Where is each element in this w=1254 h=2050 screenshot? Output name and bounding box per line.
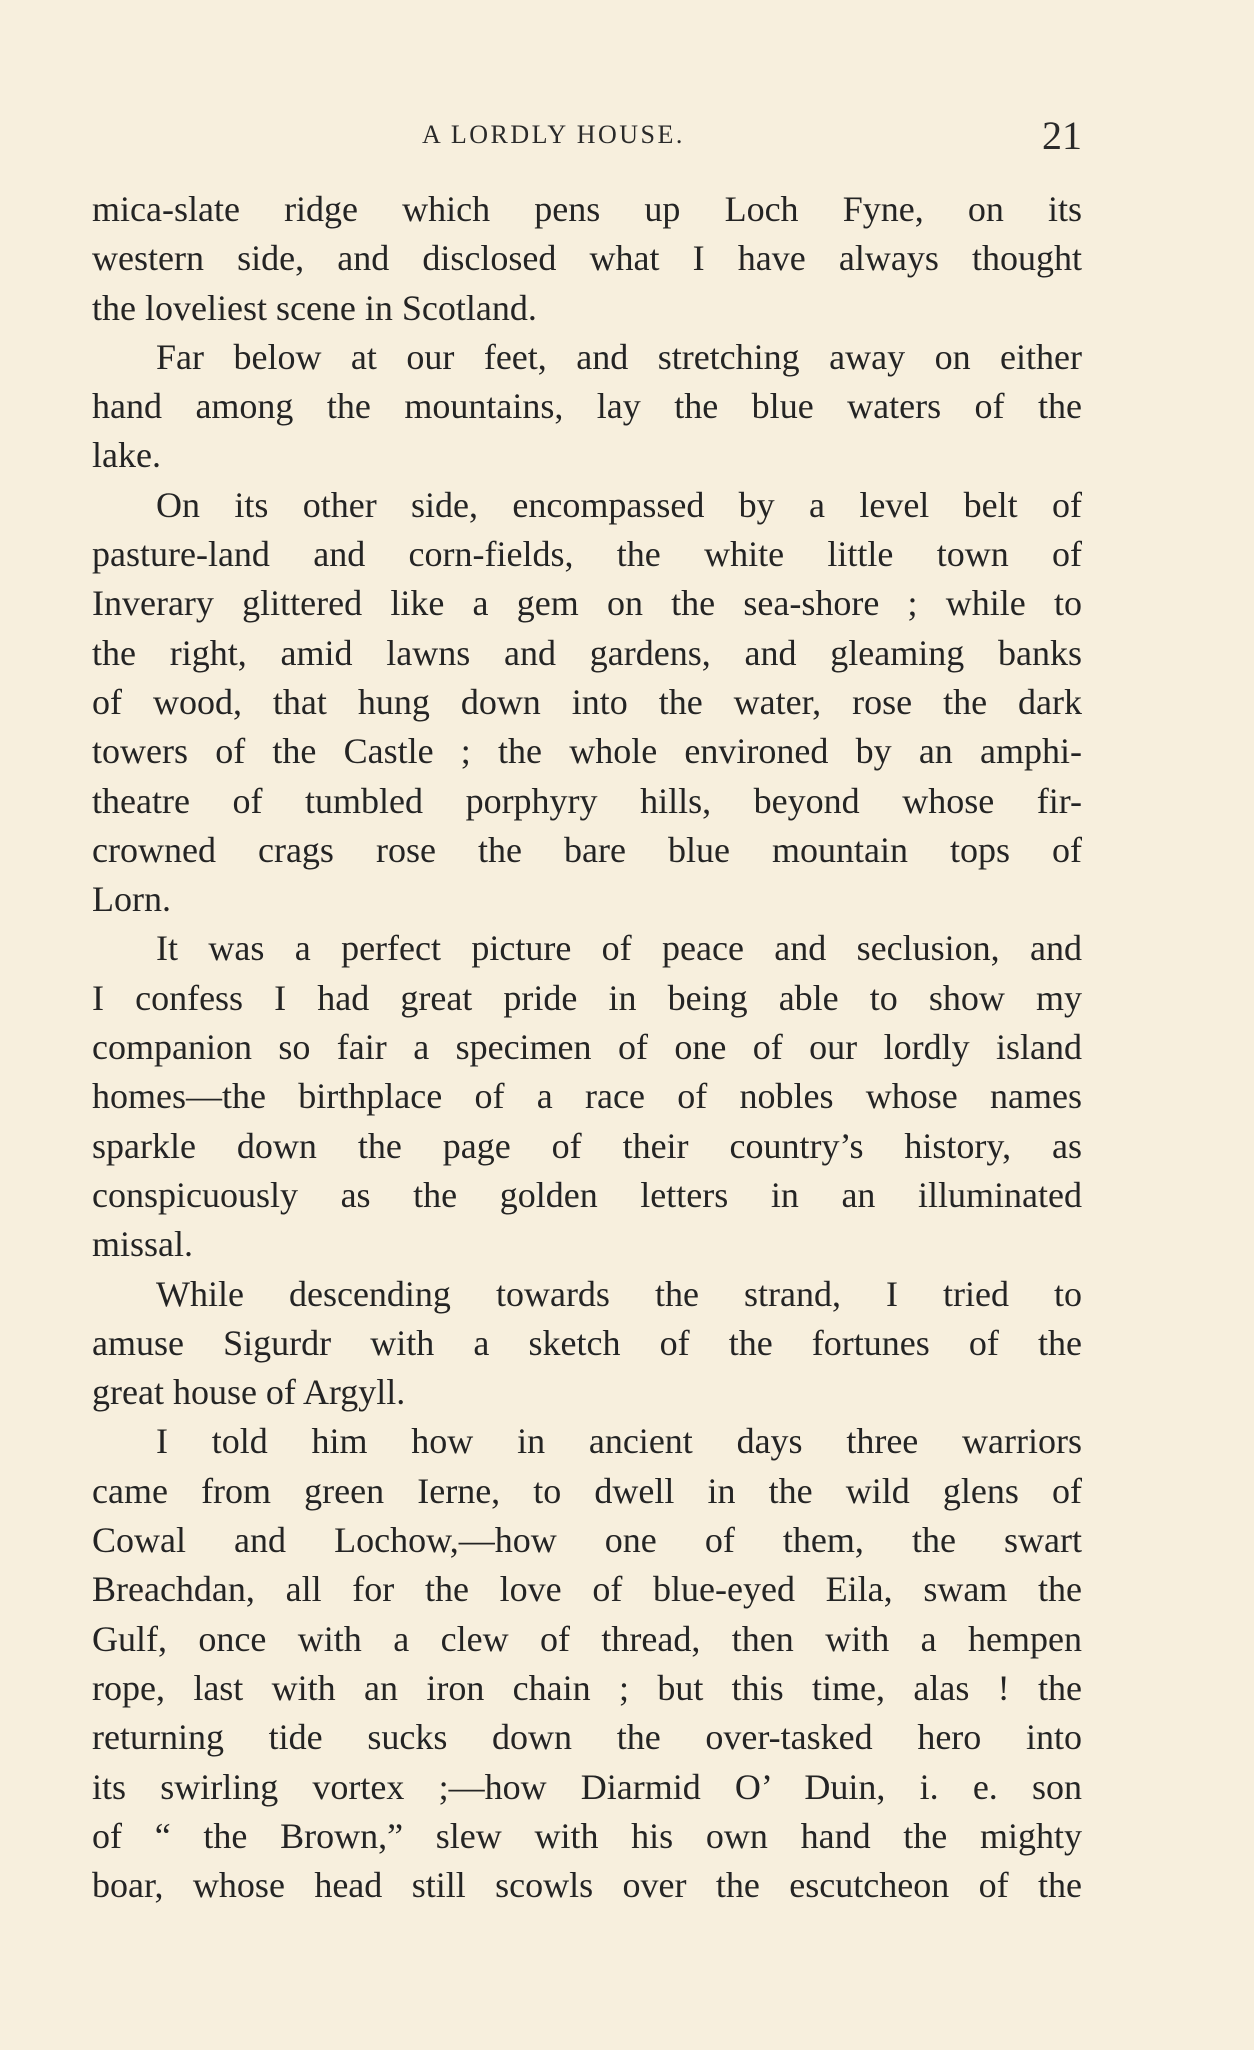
text-line: I confess I had great pride in being able to show my	[92, 977, 1082, 1018]
text-line: lake.	[92, 435, 161, 476]
text-line: Inverary glittered like a gem on the sea-shore ; while to	[92, 583, 1082, 624]
text-line: western side, and disclosed what I have always thought	[92, 238, 1082, 279]
text-line: conspicuously as the golden letters in an illuminated	[92, 1174, 1082, 1215]
text-line: While descending towards the strand, I tried to	[156, 1273, 1082, 1314]
text-line: companion so fair a specimen of one of our lordly island	[92, 1027, 1082, 1068]
text-line: the right, amid lawns and gardens, and gleaming banks	[92, 632, 1082, 673]
text-line: Far below at our feet, and stretching away on either	[156, 336, 1082, 377]
text-line: crowned crags rose the bare blue mountain tops of	[92, 829, 1082, 870]
text-line: boar, whose head still scowls over the escutcheon of the	[92, 1865, 1082, 1906]
text-line: returning tide sucks down the over-tasked hero into	[92, 1717, 1082, 1758]
text-line: hand among the mountains, lay the blue waters of the	[92, 386, 1082, 427]
text-line: Cowal and Lochow,—how one of them, the swart	[92, 1520, 1082, 1561]
text-line: of wood, that hung down into the water, rose the dark	[92, 681, 1082, 722]
text-line: Gulf, once with a clew of thread, then with a hempen	[92, 1618, 1082, 1659]
running-title: A LORDLY HOUSE.	[422, 120, 685, 149]
body-text	[92, 185, 1082, 1910]
text-line: missal.	[92, 1224, 194, 1265]
text-line: theatre of tumbled porphyry hills, beyond whose fir-	[92, 780, 1082, 821]
text-line: On its other side, encompassed by a level belt of	[156, 484, 1082, 525]
text-line: rope, last with an iron chain ; but this time, alas ! the	[92, 1667, 1082, 1708]
text-line: the loveliest scene in Scotland.	[92, 287, 537, 328]
text-line: amuse Sigurdr with a sketch of the fortunes of the	[92, 1322, 1082, 1363]
text-line: sparkle down the page of their country’s history, as	[92, 1125, 1082, 1166]
text-line: great house of Argyll.	[92, 1372, 406, 1413]
text-line: homes—the birthplace of a race of nobles whose names	[92, 1076, 1082, 1117]
text-line: I told him how in ancient days three warriors	[156, 1421, 1082, 1462]
text-line: of “ the Brown,” slew with his own hand the mighty	[92, 1815, 1082, 1856]
text-line: its swirling vortex ;—how Diarmid O’ Duin, i. e. son	[92, 1766, 1082, 1807]
text-line: pasture-land and corn-fields, the white little town of	[92, 534, 1082, 575]
page-number: 21	[1042, 113, 1082, 158]
text-line: Breachdan, all for the love of blue-eyed Eila, swam the	[92, 1569, 1082, 1610]
text-line: towers of the Castle ; the whole environed by an amphi-	[92, 731, 1082, 772]
text-line: It was a perfect picture of peace and seclusion, and	[156, 928, 1082, 969]
text-line: mica-slate ridge which pens up Loch Fyne, on its	[92, 189, 1082, 229]
text-line: came from green Ierne, to dwell in the wild glens of	[92, 1470, 1082, 1511]
text-line: Lorn.	[92, 879, 171, 920]
running-header	[92, 112, 1082, 162]
